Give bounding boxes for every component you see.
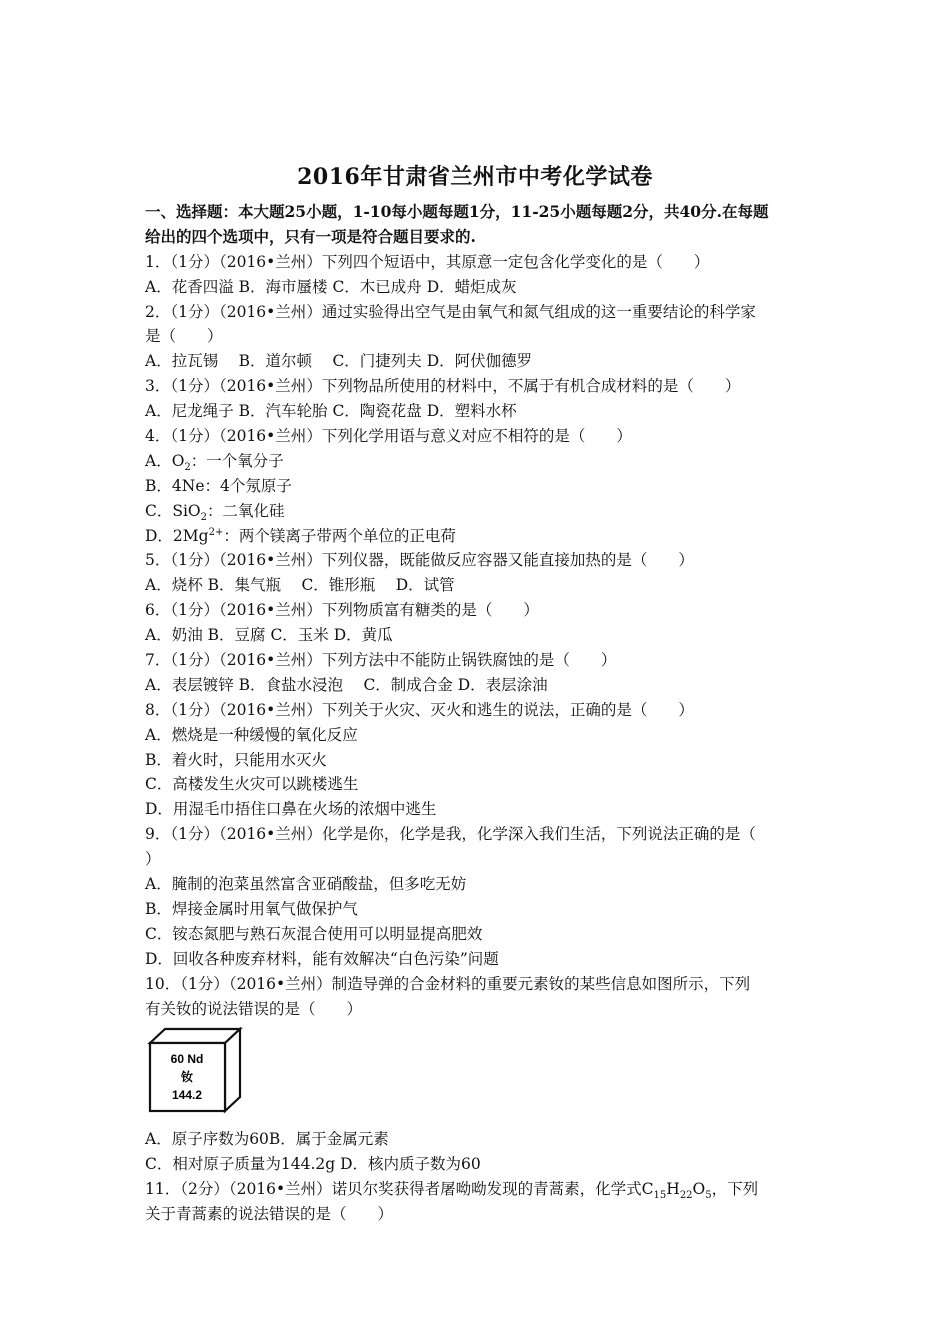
q2-stem-cont: 是（ ） xyxy=(145,327,223,346)
q4-option-b: B．4Ne：4个氖原子 xyxy=(145,476,292,495)
q8-option-a: A．燃烧是一种缓慢的氧化反应 xyxy=(145,725,358,744)
q11-stem-cont: 关于青蒿素的说法错误的是（ ） xyxy=(145,1205,394,1224)
q11-stem-tail: ，下列 xyxy=(711,1180,759,1199)
section-heading-cont: 给出的四个选项中，只有一项是符合题目要求的. xyxy=(145,226,476,246)
q7-stem: 7．（1分）（2016•兰州）下列方法中不能防止锅铁腐蚀的是（ ） xyxy=(145,651,617,670)
q6-stem: 6．（1分）（2016•兰州）下列物质富有糖类的是（ ） xyxy=(145,601,539,620)
q8-option-c: C．高楼发生火灾可以跳楼逃生 xyxy=(145,775,359,794)
q6-options: A．奶油 B．豆腐 C．玉米 D．黄瓜 xyxy=(145,626,393,645)
q11-stem-text: 11．（2分）（2016•兰州）诺贝尔奖获得者屠呦呦发现的青蒿素，化学式C xyxy=(145,1180,654,1199)
q4-a-meaning: ：一个氧分子 xyxy=(190,451,284,470)
q4-a-subscript: 2 xyxy=(184,462,191,473)
q4-c-text: C．SiO xyxy=(145,501,201,520)
q9-stem: 9．（1分）（2016•兰州）化学是你，化学是我，化学深入我们生活，下列说法正确的是（ xyxy=(145,825,756,844)
q9-option-a: A．腌制的泡菜虽然富含亚硝酸盐，但多吃无妨 xyxy=(145,875,467,894)
q8-option-b: B．着火时，只能用水灭火 xyxy=(145,750,327,769)
q8-option-d: D．用湿毛巾捂住口鼻在火场的浓烟中逃生 xyxy=(145,800,437,819)
q10-stem-cont: 有关钕的说法错误的是（ ） xyxy=(145,999,363,1018)
q4-option-d xyxy=(145,524,810,549)
page-title: 2016年甘肃省兰州市中考化学试卷 xyxy=(297,164,653,190)
q4-c-subscript: 2 xyxy=(200,511,208,523)
q4-a-text: A．O xyxy=(145,451,185,470)
q10-options-cd: C．相对原子质量为144.2g D．核内质子数为60 xyxy=(145,1155,481,1174)
q4-option-a xyxy=(145,449,810,474)
q4-d-superscript: 2+ xyxy=(208,526,224,538)
q4-stem: 4．（1分）（2016•兰州）下列化学用语与意义对应不相符的是（ ） xyxy=(145,427,632,446)
q11-sub-o: 5 xyxy=(705,1190,712,1202)
card-element-name: 钕 xyxy=(180,1070,194,1085)
q10-stem: 10．（1分）（2016•兰州）制造导弹的合金材料的重要元素钕的某些信息如图所示，下列 xyxy=(145,974,751,993)
q9-stem-cont: ） xyxy=(145,850,161,869)
q9-option-b: B．焊接金属时用氧气做保护气 xyxy=(145,899,358,918)
section-heading: 一、选择题：本大题25小题，1-10每小题每题1分，11-25小题每题2分，共40分.在每题 xyxy=(145,202,769,221)
q2-stem: 2．（1分）（2016•兰州）通过实验得出空气是由氧气和氮气组成的这一重要结论的科学家 xyxy=(145,302,756,321)
q3-options: A．尼龙绳子 B．汽车轮胎 C．陶瓷花盘 D．塑料水杯 xyxy=(145,402,517,421)
q7-options: A．表层镀锌 B．食盐水浸泡 C．制成合金 D．表层涂油 xyxy=(145,675,548,694)
element-card-figure xyxy=(145,1021,810,1127)
q11-sub-h: 22 xyxy=(679,1190,693,1202)
q5-options: A．烧杯 B．集气瓶 C．锥形瓶 D．试管 xyxy=(145,576,455,595)
q9-option-c: C．铵态氮肥与熟石灰混合使用可以明显提高肥效 xyxy=(145,924,483,943)
q4-d-meaning: ：两个镁离子带两个单位的正电荷 xyxy=(223,526,456,545)
card-side-face xyxy=(225,1029,240,1111)
neodymium-element-card xyxy=(147,1025,243,1115)
q11-h: H xyxy=(666,1180,680,1199)
q4-d-text: D．2Mg xyxy=(145,526,209,545)
q1-stem: 1．（1分）（2016•兰州）下列四个短语中，其原意一定包含化学变化的是（ ） xyxy=(145,252,710,271)
q4-c-meaning: ：二氧化硅 xyxy=(207,501,285,520)
question-list xyxy=(145,200,810,1227)
q8-stem: 8．（1分）（2016•兰州）下列关于火灾、灭火和逃生的说法，正确的是（ ） xyxy=(145,700,694,719)
q3-stem: 3．（1分）（2016•兰州）下列物品所使用的材料中，不属于有机合成材料的是（ ） xyxy=(145,377,741,396)
q9-option-d: D．回收各种废弃材料，能有效解决“白色污染”问题 xyxy=(145,949,499,968)
q1-options: A．花香四溢 B．海市蜃楼 C．木已成舟 D．蜡炬成灰 xyxy=(145,277,517,296)
q10-options-ab: A．原子序数为60B．属于金属元素 xyxy=(145,1130,389,1149)
q11-sub-c: 15 xyxy=(653,1190,667,1202)
card-atomic-number-symbol: 60 Nd xyxy=(170,1052,204,1067)
q11-o: O xyxy=(692,1180,706,1199)
q11-stem xyxy=(145,1177,810,1202)
q5-stem: 5．（1分）（2016•兰州）下列仪器，既能做反应容器又能直接加热的是（ ） xyxy=(145,551,694,570)
q2-options: A．拉瓦锡 B．道尔顿 C．门捷列夫 D．阿伏伽德罗 xyxy=(145,352,533,371)
card-atomic-mass: 144.2 xyxy=(171,1088,203,1103)
q4-option-c xyxy=(145,499,810,524)
